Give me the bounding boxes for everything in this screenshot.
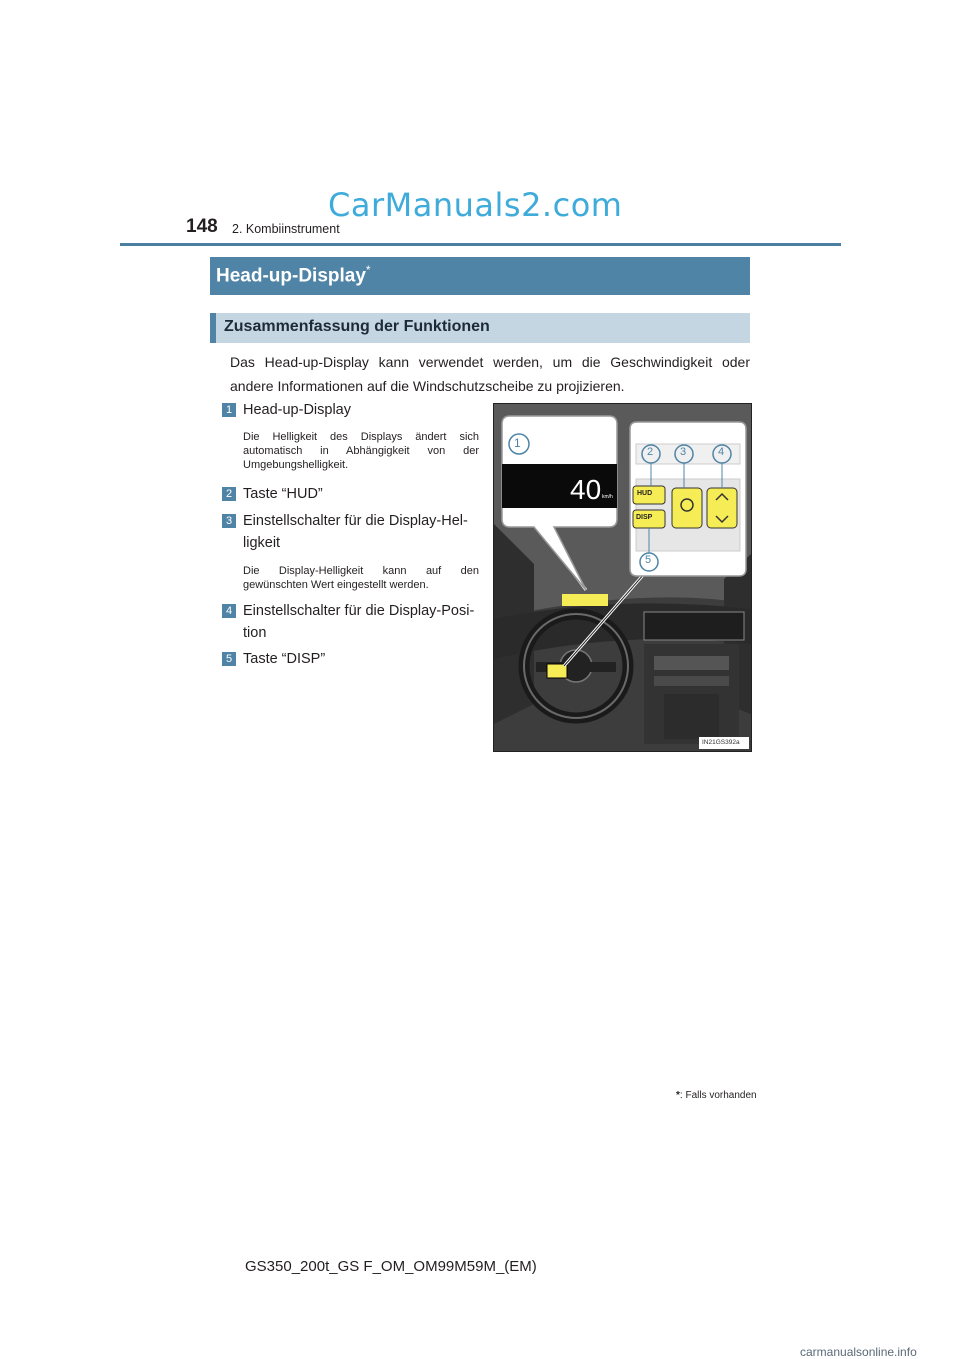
item-note-3: Die Display-Helligkeit kann auf den gewünschten Wert eingestellt werden. <box>243 565 479 591</box>
footnote-text: : Falls vorhanden <box>679 1090 757 1101</box>
item-label-3: Einstellschalter für die Display-Hel- <box>243 513 468 529</box>
item-label-3-cont: ligkeit <box>243 535 281 551</box>
callout-3: 3 <box>680 446 687 458</box>
hud-speed-value: 40 <box>570 474 602 505</box>
image-code: IN21GS392a <box>702 739 740 746</box>
section-title: Head-up-Display* <box>216 263 371 287</box>
hud-button-label: HUD <box>637 490 653 497</box>
page-number: 148 <box>186 216 218 237</box>
item-number-3: 3 <box>222 514 236 528</box>
item-number-4: 4 <box>222 604 236 618</box>
item-note-1: Die Helligkeit des Displays ändert sich automatisch in Abhängigkeit von der Umgebungshelligkeit. <box>243 431 479 471</box>
item-label-5: Taste “DISP” <box>243 651 326 667</box>
callout-1: 1 <box>514 436 521 450</box>
callout-5: 5 <box>645 554 652 566</box>
item-number-1: 1 <box>222 403 236 417</box>
footnote-mark: * <box>676 1090 680 1101</box>
hud-speed-unit: km/h <box>602 494 613 500</box>
header-rule <box>120 243 841 246</box>
item-label-2: Taste “HUD” <box>243 486 323 502</box>
chapter-title: 2. Kombiinstrument <box>232 222 340 236</box>
watermark-text[interactable]: CarManuals2.com <box>328 186 623 224</box>
dashboard-illustration <box>493 403 752 752</box>
callout-2: 2 <box>647 446 654 458</box>
subsection-accent <box>210 313 216 343</box>
item-label-4-cont: tion <box>243 625 267 641</box>
item-label-1: Head-up-Display <box>243 402 351 418</box>
item-number-5: 5 <box>222 652 236 666</box>
asterisk-mark: * <box>365 263 371 277</box>
callout-4: 4 <box>718 446 725 458</box>
item-label-4: Einstellschalter für die Display-Posi- <box>243 603 475 619</box>
subsection-title: Zusammenfassung der Funktionen <box>224 318 490 335</box>
intro-paragraph: Das Head-up-Display kann verwendet werden, um die Geschwindigkeit oder andere Informationen auf die Windschutzscheibe zu projizieren. <box>230 354 750 394</box>
source-watermark[interactable]: carmanualsonline.info <box>800 1345 917 1359</box>
disp-button-label: DISP <box>636 514 653 521</box>
document-code: GS350_200t_GS F_OM_OM99M59M_(EM) <box>245 1258 537 1275</box>
item-number-2: 2 <box>222 487 236 501</box>
footnote <box>676 1090 757 1101</box>
